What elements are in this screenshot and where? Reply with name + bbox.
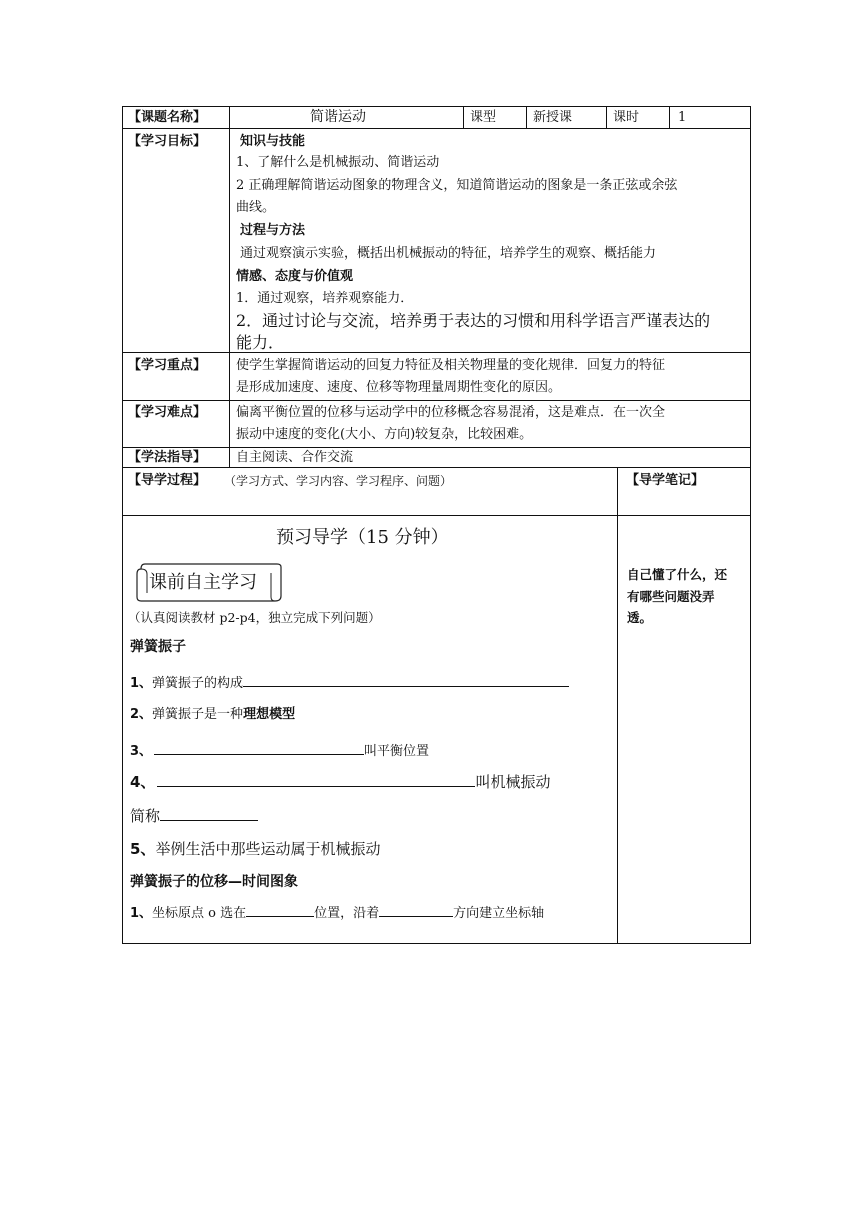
question-5-text: 举例生活中那些运动属于机械振动 <box>155 840 381 858</box>
process-subtitle: （学习方式、学习内容、学习程序、问题） <box>224 474 453 488</box>
table-rule <box>122 400 751 401</box>
table-rule <box>122 467 751 468</box>
question-2-term: 理想模型 <box>243 707 296 722</box>
notes-line-3: 透。 <box>627 610 653 625</box>
class-hours-value: 1 <box>678 110 687 125</box>
process-method-item: 通过观察演示实验，概括出机械振动的特征，培养学生的观察、概括能力 <box>240 246 657 261</box>
table-col-rule <box>463 106 464 128</box>
question-3-blank[interactable] <box>154 740 364 755</box>
table-border-left <box>122 106 123 944</box>
question-4-text: 叫机械振动 <box>475 773 551 791</box>
graph-question-1-blank-b[interactable] <box>379 902 453 917</box>
table-col-rule <box>526 106 527 128</box>
difficulties-label: 【学习难点】 <box>128 405 207 420</box>
class-hours-label: 课时 <box>613 110 640 125</box>
question-1 <box>130 672 569 693</box>
table-col-rule <box>669 106 670 128</box>
emotion-item-2-cont: 能力． <box>236 333 285 352</box>
question-1-text: 弹簧振子的构成 <box>152 676 244 691</box>
question-4-number: 4、 <box>130 773 156 791</box>
question-3-number: 3、 <box>130 744 153 759</box>
question-3-text: 叫平衡位置 <box>364 744 430 759</box>
knowledge-item-1: 1、了解什么是机械振动、简谐运动 <box>236 155 440 170</box>
graph-question-1 <box>130 902 544 923</box>
key-points-line-2: 是形成加速度、速度、位移等物理量周期性变化的原因。 <box>236 380 562 395</box>
topic-value: 简谐运动 <box>310 109 366 125</box>
question-2-number: 2、 <box>130 707 153 722</box>
preview-banner-label: 课前自主学习 <box>149 572 257 593</box>
graph-question-1-number: 1、 <box>130 906 153 921</box>
lesson-type-label: 课型 <box>470 110 497 125</box>
table-col-rule <box>229 106 230 468</box>
question-1-number: 1、 <box>130 676 153 691</box>
knowledge-title: 知识与技能 <box>240 134 306 149</box>
table-rule <box>122 515 751 516</box>
table-border-bottom <box>122 943 751 944</box>
question-4-short-blank[interactable] <box>160 806 258 821</box>
table-rule <box>122 447 751 448</box>
question-2 <box>130 706 295 724</box>
question-5-number: 5、 <box>130 840 156 858</box>
preview-title: 预习导学（15 分钟） <box>276 527 449 548</box>
key-points-line-1: 使学生掌握简谐运动的回复力特征及相关物理量的变化规律．回复力的特征 <box>236 358 666 373</box>
question-4-blank[interactable] <box>157 772 475 787</box>
difficulties-line-2: 振动中速度的变化(大小、方向)较复杂，比较困难。 <box>236 427 533 442</box>
graph-question-1-blank-a[interactable] <box>246 902 314 917</box>
notes-line-2: 有哪些问题没弄 <box>627 589 715 604</box>
method-label: 【学法指导】 <box>128 450 207 465</box>
emotion-item-1: 1．通过观察，培养观察能力． <box>236 291 414 306</box>
difficulties-line-1: 偏离平衡位置的位移与运动学中的位移概念容易混淆，这是难点．在一次全 <box>236 405 666 420</box>
question-5 <box>130 840 380 858</box>
table-col-rule <box>606 106 607 128</box>
knowledge-item-2: 2 正确理解简谐运动图象的物理含义，知道简谐运动的图象是一条正弦或余弦 <box>236 178 678 193</box>
goals-label: 【学习目标】 <box>128 134 207 149</box>
notes-line-1: 自己懂了什么，还 <box>627 567 728 582</box>
table-col-rule <box>617 467 618 943</box>
emotion-item-2: 2．通过讨论与交流，培养勇于表达的习惯和用科学语言严谨表达的 <box>236 311 711 330</box>
table-border-right <box>750 106 751 944</box>
question-4-short-label: 简称 <box>130 807 161 825</box>
graph-question-1-text-a: 坐标原点 o 选在 <box>152 906 247 921</box>
process-method-title: 过程与方法 <box>240 223 306 238</box>
table-border-top <box>122 106 751 107</box>
graph-question-1-text-c: 方向建立坐标轴 <box>453 906 545 921</box>
table-rule <box>122 128 751 129</box>
method-value: 自主阅读、合作交流 <box>236 450 354 465</box>
section-spring-oscillator: 弹簧振子 <box>130 639 186 655</box>
question-2-text: 弹簧振子是一种 <box>152 707 244 722</box>
question-4-short <box>130 806 258 825</box>
section-displacement-time-graph: 弹簧振子的位移—时间图象 <box>130 874 298 890</box>
question-1-blank[interactable] <box>243 672 569 687</box>
topic-label: 【课题名称】 <box>128 110 207 125</box>
notes-label: 【导学笔记】 <box>626 473 705 488</box>
question-4 <box>130 772 550 791</box>
table-rule <box>122 352 751 353</box>
emotion-title: 情感、态度与价值观 <box>236 269 354 284</box>
key-points-label: 【学习重点】 <box>128 358 207 373</box>
lesson-type-value: 新授课 <box>533 110 573 125</box>
question-3 <box>130 740 429 761</box>
process-label: 【导学过程】 <box>128 473 207 488</box>
knowledge-item-2-cont: 曲线。 <box>236 200 276 215</box>
graph-question-1-text-b: 位置，沿着 <box>314 906 380 921</box>
preview-instruction: （认真阅读教材 p2-p4，独立完成下列问题） <box>128 610 381 625</box>
